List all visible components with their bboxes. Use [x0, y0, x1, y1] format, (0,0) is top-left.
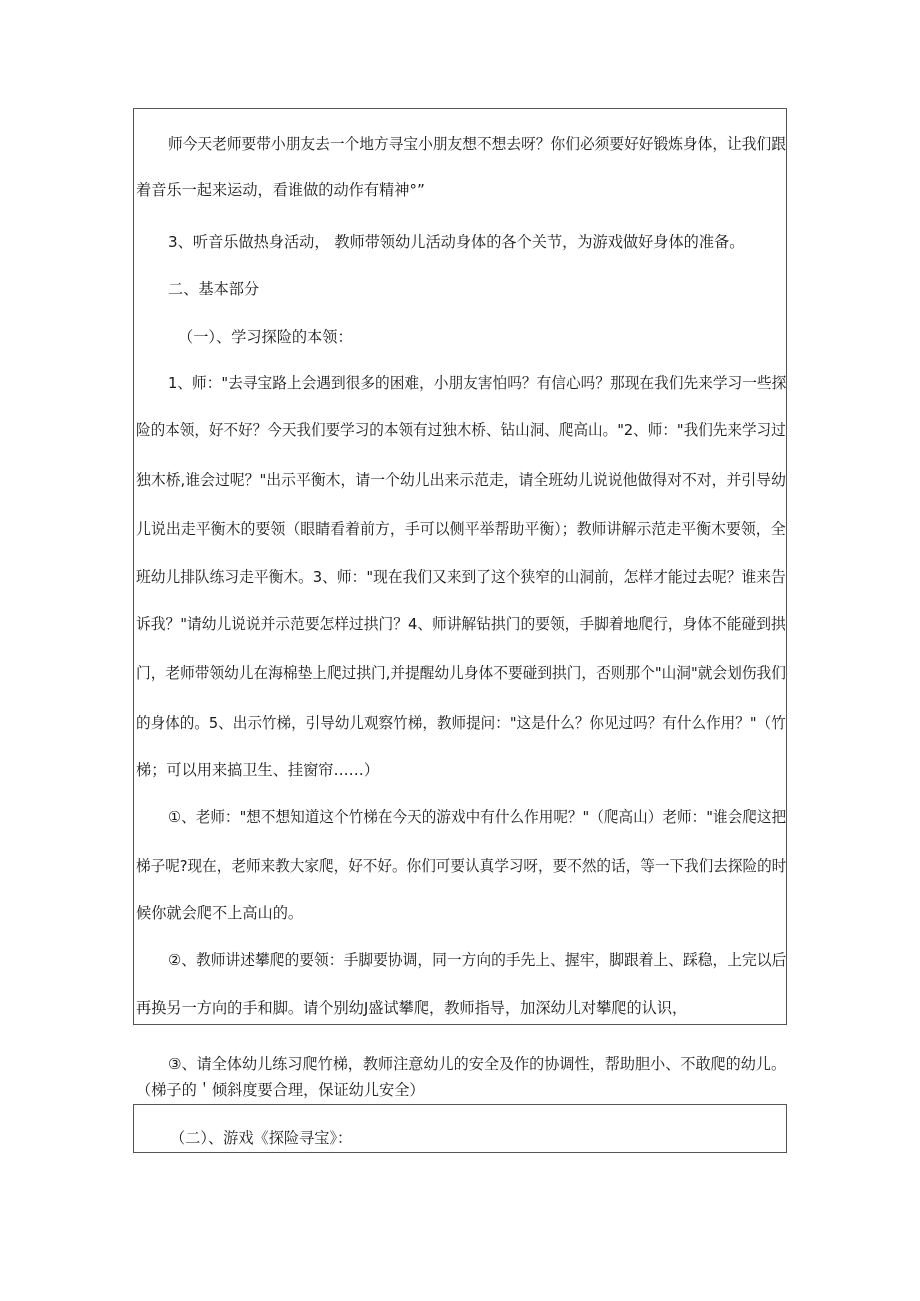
section-heading: 二、基本部分 [168, 280, 260, 298]
text-line: ③、请全体幼儿练习爬竹梯，教师注意幼儿的安全及作的协调性，帮助胆小、不敢爬的幼儿。 [168, 1055, 787, 1073]
text-line: ①、老师："想不想知道这个竹梯在今天的游戏中有什么作用呢？"（爬高山）老师："谁会爬这把 [168, 808, 787, 826]
text-line: 险的本领，好不好？今天我们要学习的本领有过独木桥、钻山洞、爬高山。"2、师："我们先来学习过 [136, 421, 786, 439]
text-line: （梯子的＇倾斜度要合理，保证幼儿安全） [136, 1081, 425, 1099]
text-line: 师今天老师要带小朋友去一个地方寻宝小朋友想不想去呀？你们必须要好好锻炼身体，让我们跟 [168, 135, 786, 153]
text-line: 梯子呢?现在，老师来教大家爬，好不好。你们可要认真学习呀，要不然的话，等一下我们去探险的时 [136, 857, 787, 875]
text-line: 独木桥,谁会过呢？"出示平衡木，请一个幼儿出来示范走，请全班幼儿说说他做得对不对，并引导幼 [136, 471, 786, 489]
text-line: 门，老师带领幼儿在海棉垫上爬过拱门,并提醒幼儿身体不要碰到拱门，否则那个"山洞"就会划伤我们 [136, 664, 786, 682]
text-line: 再换另一方向的手和脚。请个别幼J盛试攀爬，教师指导，加深幼儿对攀爬的认识， [136, 999, 688, 1017]
text-line: 梯；可以用来搞卫生、挂窗帘……） [136, 761, 379, 779]
text-line: 着音乐一起来运动，看谁做的动作有精神°” [136, 181, 425, 199]
text-line: 3、听音乐做热身活动， 教师带领幼儿活动身体的各个关节，为游戏做好身体的准备。 [168, 233, 745, 251]
subsection-heading: （二）、游戏《探险寻宝》： [170, 1129, 353, 1147]
text-line: 儿说出走平衡木的要领（眼睛看着前方，手可以侧平举帮助平衡）；教师讲解示范走平衡木要领，全 [136, 520, 786, 538]
text-line: 的身体的。5、出示竹梯，引导幼儿观察竹梯，教师提问："这是什么？你见过吗？有什么作用？"（竹 [136, 714, 786, 732]
text-line: 班幼儿排队练习走平衡木。3、师："现在我们又来到了这个狭窄的山洞前，怎样才能过去呢？谁来告 [136, 568, 786, 586]
text-line: ②、教师讲述攀爬的要领：手脚要协调，同一方向的手先上、握牢，脚跟着上、踩稳，上完以后 [168, 951, 787, 969]
text-line: 诉我？"请幼儿说说并示范要怎样过拱门？4、师讲解钻拱门的要领，手脚着地爬行，身体不能碰到拱 [136, 615, 786, 633]
text-line: 候你就会爬不上高山的。 [136, 904, 304, 922]
text-line: 1、师："去寻宝路上会遇到很多的困难，小朋友害怕吗？有信心吗？那现在我们先来学习一些探 [168, 374, 787, 392]
subsection-heading: （一）、学习探险的本领： [178, 328, 353, 346]
